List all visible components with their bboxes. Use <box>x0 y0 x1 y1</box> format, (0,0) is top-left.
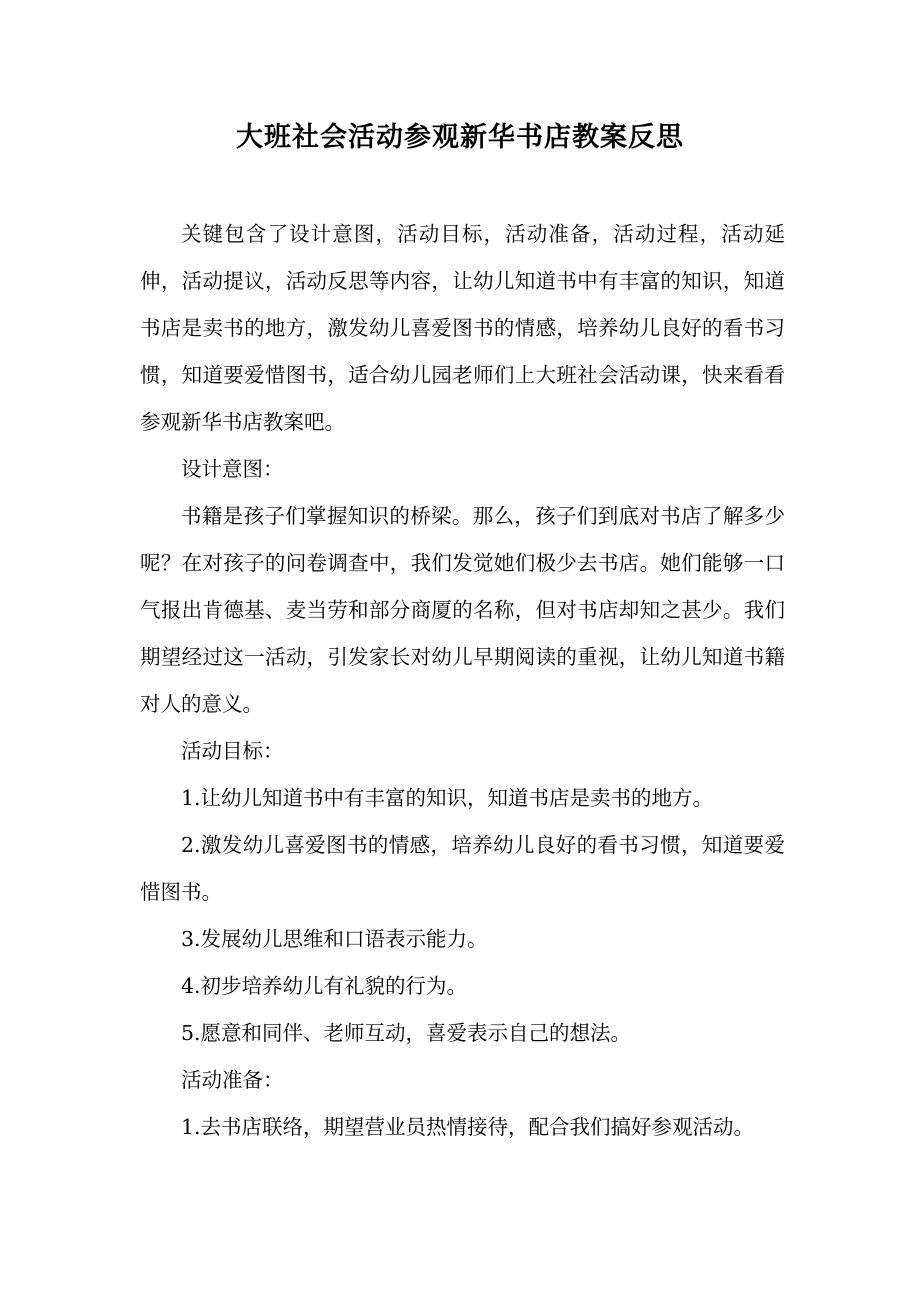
goal-item-1: 1.让幼儿知道书中有丰富的知识，知道书店是卖书的地方。 <box>181 786 714 810</box>
document-body <box>140 211 785 1151</box>
goal-item-5: 5.愿意和同伴、老师互动，喜爱表示自己的想法。 <box>181 1021 632 1045</box>
goal-item-2: 2.激发幼儿喜爱图书的情感，培养幼儿良好的看书习惯，知道要爱惜图书。 <box>140 833 785 904</box>
goal-item-4: 4.初步培养幼儿有礼貌的行为。 <box>181 974 468 998</box>
preparation-item-1: 1.去书店联络，期望营业员热情接待，配合我们搞好参观活动。 <box>181 1115 755 1139</box>
design-intent-paragraph: 书籍是孩子们掌握知识的桥梁。那么，孩子们到底对书店了解多少呢？在对孩子的问卷调查中，我们发觉她们极少去书店。她们能够一口气报出肯德基、麦当劳和部分商厦的名称，但对书店却知之甚少。我们期望经过这一活动，引发家长对幼儿早期阅读的重视，让幼儿知道书籍对人的意义。 <box>140 504 785 716</box>
page-title: 大班社会活动参观新华书店教案反思 <box>236 122 684 153</box>
intro-paragraph: 关键包含了设计意图，活动目标，活动准备，活动过程，活动延伸，活动提议，活动反思等内容，让幼儿知道书中有丰富的知识，知道书店是卖书的地方，激发幼儿喜爱图书的情感，培养幼儿良好的看书习惯，知道要爱惜图书，适合幼儿园老师们上大班社会活动课，快来看看参观新华书店教案吧。 <box>140 222 785 434</box>
section-heading-design-intent: 设计意图： <box>181 457 284 481</box>
goal-item-3: 3.发展幼儿思维和口语表示能力。 <box>181 927 488 951</box>
section-heading-goals: 活动目标： <box>181 739 284 763</box>
section-heading-preparation: 活动准备： <box>181 1068 284 1092</box>
